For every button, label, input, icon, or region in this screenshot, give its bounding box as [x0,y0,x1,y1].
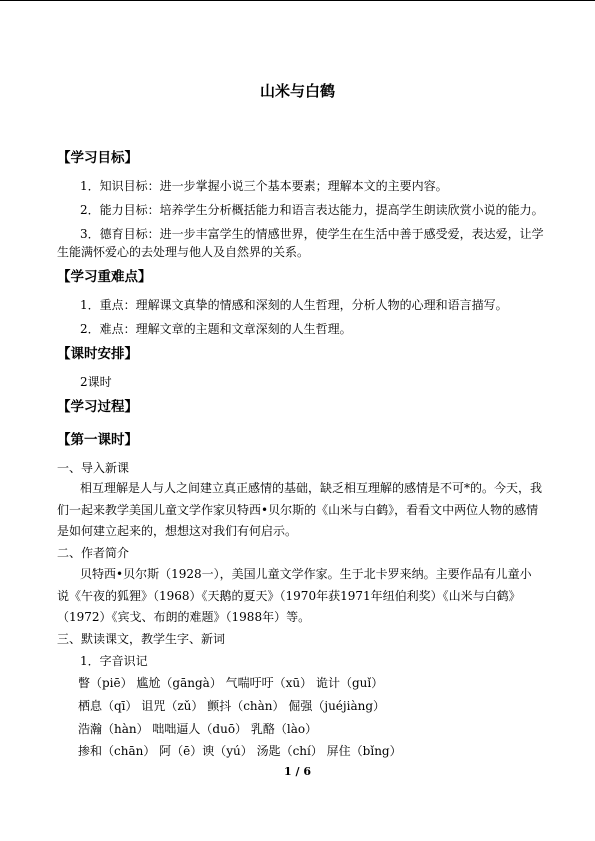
vocab-row: 瞥（piē） 尴尬（gāngà） 气喘吁吁（xū） 诡计（guǐ） [78,676,384,690]
author-line: 贝特西•贝尔斯（1928一），美国儿童文学作家。生于北卡罗来纳。主要作品有儿童小 [80,567,532,581]
author-heading: 二、作者简介 [57,546,130,560]
vocab-heading: 1．字音识记 [80,654,148,668]
objective-item: 2．能力目标：培养学生分析概括能力和语言表达能力，提高学生朗读欣赏小说的能力。 [80,203,544,217]
key-point-item: 2．难点：理解文章的主题和文章深刻的人生哲理。 [80,322,352,336]
page-number: 1 / 6 [284,765,311,778]
objectives-heading: 【学习目标】 [57,150,138,166]
reading-heading: 三、默读课文，教学生字、新词 [57,632,226,646]
page-title: 山米与白鹤 [259,82,335,100]
schedule-text: 2课时 [80,375,112,389]
lesson1-heading: 【第一课时】 [57,432,138,448]
vocab-row: 浩瀚（hàn） 咄咄逼人（duō） 乳酪（lào） [78,722,318,736]
objective-item: 3．德育目标：进一步丰富学生的情感世界，使学生在生活中善于感受爱，表达爱，让学 [80,227,544,241]
vocab-row: 掺和（chān） 阿（ē）谀（yú） 汤匙（chí） 屏住（bǐng） [78,744,402,758]
objective-item-continued: 生能满怀爱心的去处理与他人及自然界的关系。 [57,245,310,259]
schedule-heading: 【课时安排】 [57,346,138,362]
intro-heading: 一、导入新课 [57,461,130,475]
objective-item: 1．知识目标：进一步掌握小说三个基本要素；理解本文的主要内容。 [80,179,448,193]
intro-line: 是如何建立起来的，想想这对我们有何启示。 [57,524,298,538]
key-point-item: 1．重点：理解课文真挚的情感和深刻的人生哲理，分析人物的心理和语言描写。 [80,298,508,312]
author-line: 说《午夜的狐狸》（1968）《天鹅的夏天》（1970年获1971年纽伯利奖）《山米与白鹤》 [57,589,521,603]
author-line: （1972）《宾戈、布朗的难题》（1988年）等。 [57,610,311,624]
process-heading: 【学习过程】 [57,399,138,415]
intro-line: 们一起来教学美国儿童文学作家贝特西•贝尔斯的《山米与白鹤》，看看文中两位人物的感情 [57,503,539,517]
top-rule [0,0,595,1]
vocab-row: 栖息（qī） 诅咒（zǔ） 颤抖（chàn） 倔强（juéjiàng） [78,699,386,713]
key-points-heading: 【学习重难点】 [57,269,152,285]
intro-line: 相互理解是人与人之间建立真正感情的基础，缺乏相互理解的感情是不可*的。今天，我 [80,481,543,495]
